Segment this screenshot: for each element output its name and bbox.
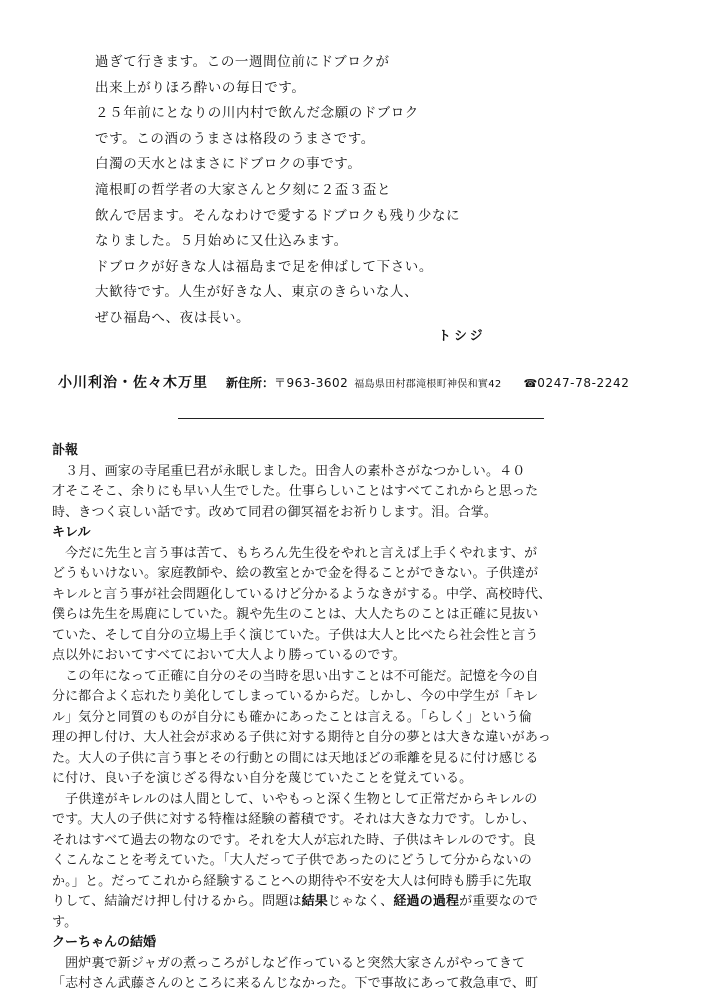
text-line: か。」と。だってこれから経験することへの期待や不安を大人は何時も勝手に先取	[52, 873, 532, 889]
letter-signature: トシジ	[438, 329, 486, 344]
text-line: す。	[52, 914, 78, 930]
text-line: それはすべて過去の物なのです。それを大人が忘れた時、子供はキレルのです。良	[52, 832, 536, 848]
letter-line: 滝根町の哲学者の大家さんと夕刻に２盃３盃と	[95, 181, 392, 198]
text-line: 理の押し付け、大人社会が求める子供に対する期待と自分の夢とは大きな違いがあっ	[52, 730, 552, 745]
phone-icon: ☎	[523, 377, 538, 390]
contact-line	[58, 372, 678, 392]
letter-line: 出来上がりほろ酔いの毎日です。	[95, 79, 306, 96]
text-line-emphasis	[52, 892, 672, 913]
postal-code: 〒963-3602	[274, 376, 349, 390]
text-line: 時、きつく哀しい話です。改めて同君の御冥福をお祈りします。泪。合掌。	[52, 504, 498, 520]
section-heading-obituary: 訃報	[52, 443, 79, 458]
letter-line: ぜひ福島へ、夜は長い。	[95, 309, 251, 326]
section-divider	[178, 418, 544, 419]
letter-line: ２５年前にとなりの川内村で飲んだ念願のドブロク	[95, 105, 419, 122]
text-line: ル」気分と同質のものが自分にも確かにあったことは言える。「らしく」という倫	[52, 709, 532, 725]
text-fragment: じゃなく、	[327, 894, 394, 909]
text-fragment: が重要なので	[459, 894, 539, 909]
letter-line: なりました。５月始めに又仕込みます。	[95, 233, 348, 250]
phone-number: 0247-78-2242	[537, 376, 630, 390]
address-label: 新住所：	[226, 376, 275, 390]
letter-line: です。この酒のうまさは格段のうまさです。	[95, 130, 375, 147]
text-line: 才そこそこ、余りにも早い人生でした。仕事らしいことはすべてこれからと思った	[52, 484, 539, 499]
marriage-paragraph	[52, 954, 672, 995]
emphasis-process: 経過の過程	[393, 894, 460, 909]
emphasis-result: 結果	[301, 894, 328, 909]
text-line: くこんなことを考えていた。「大人だって子供であったのにどうして分からないの	[52, 853, 532, 868]
text-line: 囲炉裏で新ジャガの煮っころがしなど作っていると突然大家さんがやってきて	[52, 955, 526, 971]
text-line: に付け、良い子を演じざる得ない自分を蔑じていたことを覚えている。	[52, 771, 473, 786]
postal-address: 福島県田村郡滝根町神俣和實42	[354, 379, 502, 390]
text-line: です。大人の子供に対する特権は経験の蓄積です。それは大きな力です。しかし、	[52, 812, 536, 827]
newsletter-body	[52, 441, 672, 995]
letter-section	[95, 50, 555, 332]
text-line: 分に都合よく忘れたり美化してしまっているからだ。しかし、今の中学生が「キレ	[52, 689, 539, 704]
text-fragment: りして、結論だけ押し付けるから。問題は	[52, 894, 302, 909]
text-line: 僕らは先生を馬鹿にしていた。親や先生のことは、大人たちのことは正確に見抜い	[52, 607, 539, 622]
text-line: 点以外においてすべてにおいて大人より勝っているのです。	[52, 648, 406, 663]
section-heading-marriage: クーちゃんの結婚	[52, 935, 157, 950]
text-line: ３月、画家の寺尾重巳君が永眠しました。田舎人の素朴さがなつかしい。４０	[52, 463, 526, 479]
text-line: た。大人の子供に言う事とその行動との間には天地ほどの乖離を見るに付け感じる	[52, 750, 539, 766]
text-line: キレルと言う事が社会問題化しているけど分かるようなきがする。中学、高校時代、	[52, 586, 552, 602]
kireru-paragraph	[52, 544, 672, 934]
section-heading-kireru: キレル	[52, 525, 91, 540]
contact-names: 小川利治・佐々木万里	[58, 375, 208, 391]
text-line: この年になって正確に自分のその当時を思い出すことは不可能だ。記憶を今の自	[52, 668, 539, 684]
letter-line: 過ぎて行きます。この一週間位前にドブロクが	[95, 54, 390, 70]
obituary-paragraph	[52, 462, 672, 524]
letter-line: ドブロクが好きな人は福島まで足を伸ばして下さい。	[95, 258, 433, 275]
letter-line: 白濁の天水とはまさにドブロクの事です。	[95, 156, 362, 173]
text-line: ていた、そして自分の立場上手く演じていた。子供は大人と比べたら社会性と言う	[52, 627, 539, 643]
letter-line: 飲んで居ます。そんなわけで愛するドブロクも残り少なに	[95, 207, 461, 224]
text-line: どうもいけない。家庭教師や、絵の教室とかで金を得ることができない。子供達が	[52, 566, 539, 581]
letter-line: 大歓待です。人生が好きな人、東京のきらいな人、	[95, 284, 419, 301]
text-line: 「志村さん武藤さんのところに来るんじなかった。下で事故にあって救急車で、町	[52, 976, 539, 991]
text-line: 今だに先生と言う事は苦て、もちろん先生役をやれと言えば上手くやれます、が	[52, 545, 538, 561]
text-line: 子供達がキレルのは人間として、いやもっと深く生物として正常だからキレルの	[52, 791, 538, 807]
